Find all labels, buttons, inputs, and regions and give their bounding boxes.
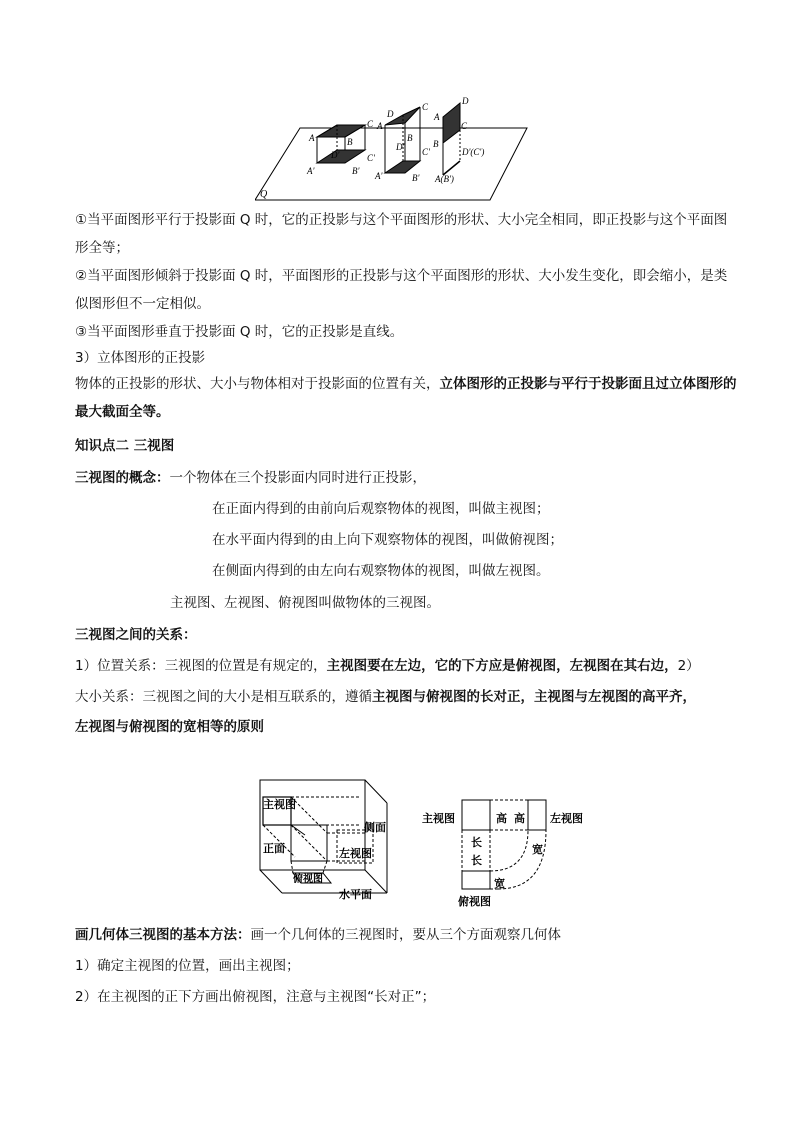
label-box-horizontal: 水平面 bbox=[339, 888, 372, 901]
para4-normal: 物体的正投影的形状、大小与物体相对于投影面的位置有关， bbox=[75, 376, 440, 392]
label-layout-main-view: 主视图 bbox=[422, 812, 455, 825]
projection-figure bbox=[255, 95, 535, 205]
concept-line bbox=[75, 468, 426, 488]
label-width-1: 宽 bbox=[532, 843, 543, 856]
label-d2: D bbox=[387, 109, 394, 119]
para1-line1: ①当平面图形平行于投影面 Q 时，它的正投影与这个平面图形的形状、大小完全相同，即正投影与这个平面图 bbox=[75, 212, 728, 228]
relation-line1-normal: 1）位置关系：三视图的位置是有规定的， bbox=[75, 658, 327, 674]
section3-heading: 3）立体图形的正投影 bbox=[75, 350, 206, 366]
para4-line2: 最大截面全等。 bbox=[75, 404, 170, 420]
para4-line1 bbox=[75, 374, 737, 394]
concept-text: 一个物体在三个投影面内同时进行正投影， bbox=[169, 470, 426, 486]
projection-perpendicular bbox=[443, 161, 460, 175]
label-q: Q bbox=[260, 189, 268, 200]
label-abp3: A(B') bbox=[435, 174, 454, 184]
label-box-top-view: 俯视图 bbox=[293, 874, 323, 885]
label-a2: A bbox=[377, 121, 383, 131]
relation-line1-tail: 2） bbox=[677, 658, 700, 674]
knowledge2-heading: 知识点二 三视图 bbox=[75, 438, 175, 454]
concept-item3: 在侧面内得到的由左向右观察物体的视图，叫做左视图。 bbox=[212, 563, 550, 579]
label-a1: A bbox=[309, 133, 315, 143]
relation-line1-bold: 主视图要在左边，它的下方应是俯视图，左视图在其右边， bbox=[326, 658, 678, 674]
label-c3: C bbox=[461, 121, 468, 131]
three-view-box-figure bbox=[255, 775, 395, 910]
relation-line3: 左视图与俯视图的宽相等的原则 bbox=[75, 719, 264, 735]
label-c2: C bbox=[422, 102, 429, 112]
label-b3: B bbox=[433, 139, 439, 149]
square-parallel bbox=[317, 125, 365, 137]
label-length-1: 长 bbox=[471, 836, 482, 849]
concept-item2: 在水平面内得到的由上向下观察物体的视图，叫做俯视图； bbox=[212, 532, 563, 548]
plane-q bbox=[255, 128, 527, 200]
label-ap1: A' bbox=[307, 166, 315, 176]
label-width-2: 宽 bbox=[494, 877, 505, 890]
method-step1: 1）确定主视图的位置，画出主视图； bbox=[75, 958, 300, 974]
relation-line2 bbox=[75, 687, 696, 707]
para3: ③当平面图形垂直于投影面 Q 时，它的正投影是直线。 bbox=[75, 324, 404, 340]
relation-heading: 三视图之间的关系： bbox=[75, 627, 197, 643]
label-bp1: B' bbox=[352, 166, 360, 176]
relation-line2-bold: 主视图与俯视图的长对正，主视图与左视图的高平齐， bbox=[372, 689, 696, 705]
label-layout-top-view: 俯视图 bbox=[458, 895, 491, 908]
relation-line2-normal: 大小关系：三视图之间的大小是相互联系的，遵循 bbox=[75, 689, 372, 705]
label-box-left-view: 左视图 bbox=[339, 847, 372, 860]
label-box-side: 侧面 bbox=[364, 821, 386, 834]
label-length-2: 长 bbox=[471, 854, 482, 867]
concept-label: 三视图的概念： bbox=[75, 470, 170, 486]
para4-bold1: 立体图形的正投影与平行于投影面且过立体图形的 bbox=[439, 376, 737, 392]
label-ap2: A' bbox=[375, 171, 383, 181]
para2-line2: 似图形但不一定相似。 bbox=[75, 296, 210, 312]
label-b1: B bbox=[347, 137, 353, 147]
label-height-1: 高 bbox=[496, 812, 507, 825]
method-text: 画一个几何体的三视图时，要从三个方面观察几何体 bbox=[250, 927, 561, 943]
label-dcp3: D'(C') bbox=[462, 147, 485, 157]
square-perpendicular bbox=[443, 103, 460, 143]
label-b2: B bbox=[407, 133, 413, 143]
projection-parallel bbox=[317, 150, 365, 163]
label-dp2: D' bbox=[396, 142, 405, 152]
method-label: 画几何体三视图的基本方法： bbox=[75, 927, 251, 943]
label-cp1: C' bbox=[367, 153, 375, 163]
projection-inclined bbox=[385, 161, 420, 173]
para1-line2: 形全等； bbox=[75, 240, 129, 256]
concept-summary: 主视图、左视图、俯视图叫做物体的三视图。 bbox=[170, 595, 440, 611]
label-a3: A bbox=[434, 112, 440, 122]
method-line bbox=[75, 925, 561, 945]
label-d3: D bbox=[462, 96, 469, 106]
label-bp2: B' bbox=[412, 173, 420, 183]
label-height-2: 高 bbox=[514, 812, 525, 825]
relation-line1 bbox=[75, 656, 700, 676]
label-box-main-view: 主视图 bbox=[263, 798, 296, 811]
concept-item1: 在正面内得到的由前向后观察物体的视图，叫做主视图； bbox=[212, 501, 550, 517]
label-cp2: C' bbox=[422, 147, 430, 157]
label-c1: C bbox=[367, 119, 374, 129]
para2-line1: ②当平面图形倾斜于投影面 Q 时，平面图形的正投影与这个平面图形的形状、大小发生变化，即会缩小，是类 bbox=[75, 268, 728, 284]
method-step2: 2）在主视图的正下方画出俯视图，注意与主视图“长对正”； bbox=[75, 989, 436, 1005]
three-view-layout-figure bbox=[418, 795, 598, 915]
label-layout-left-view: 左视图 bbox=[550, 812, 583, 825]
label-dp1: D' bbox=[331, 150, 340, 160]
label-box-front: 正面 bbox=[263, 842, 285, 855]
